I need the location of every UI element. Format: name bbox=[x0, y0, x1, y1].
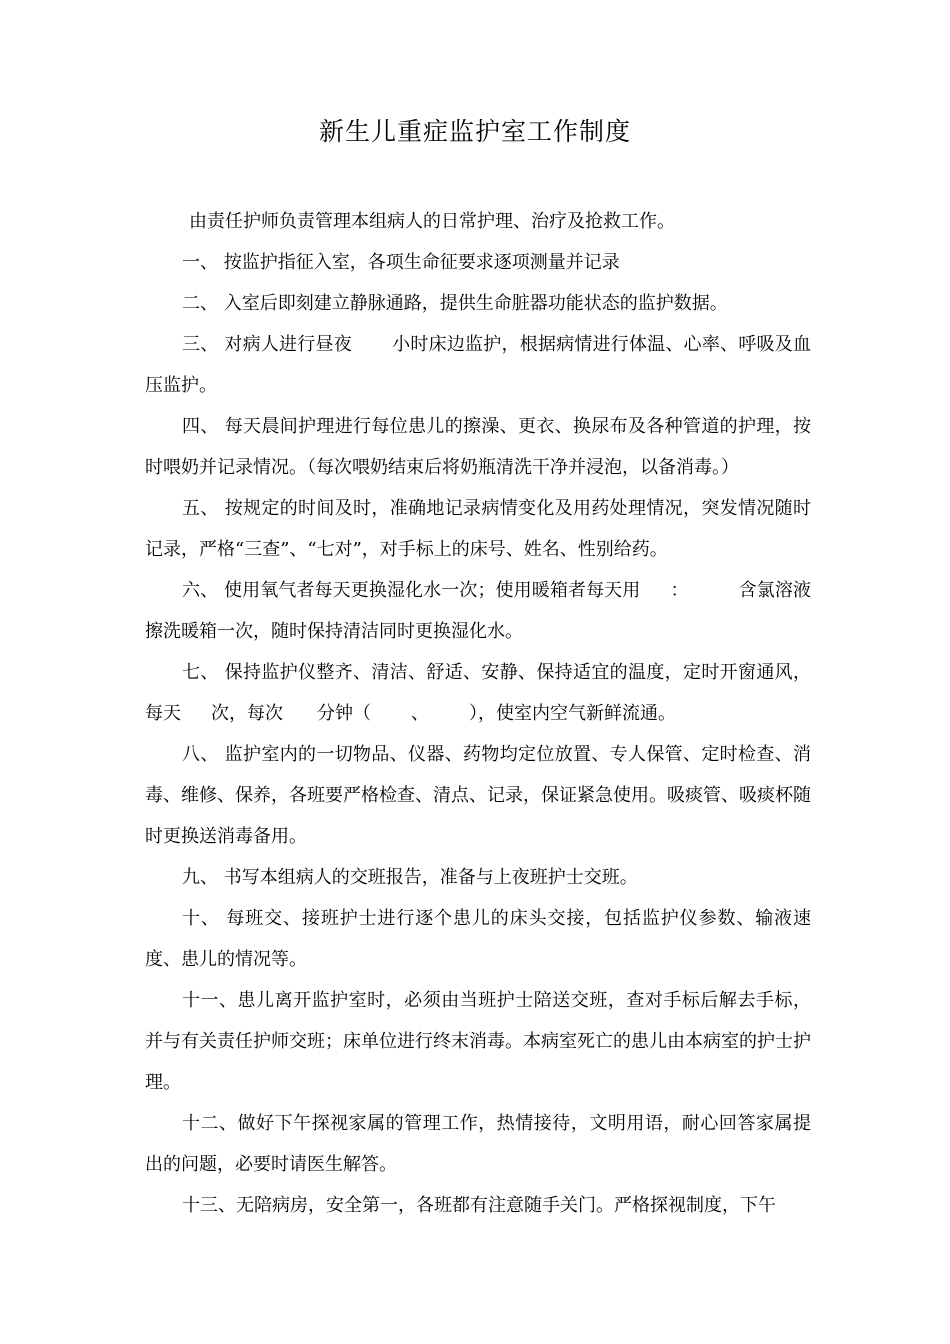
rule-7-part-3: 分钟（ bbox=[317, 703, 371, 724]
rule-3-part-1: 三、 对病人进行昼夜 bbox=[182, 334, 352, 355]
rule-13: 十三、无陪病房，安全第一，各班都有注意随手关门。严格探视制度，下午 bbox=[182, 1195, 776, 1216]
document-title: 新生儿重症监护室工作制度 bbox=[318, 117, 631, 146]
rule-8: 八、 监护室内的一切物品、仪器、药物均定位放置、专人保管、定时检查、消毒、维修、保养，各班要严格检查、清点、记录，保证紧急使用。吸痰管、吸痰杯随时更换送消毒备用。 bbox=[145, 744, 811, 847]
rule-3 bbox=[145, 324, 811, 406]
rule-12: 十二、做好下午探视家属的管理工作，热情接待，文明用语，耐心回答家属提出的问题，必要时请医生解答。 bbox=[145, 1113, 811, 1175]
rule-1: 一、 按监护指征入室，各项生命征要求逐项测量并记录 bbox=[182, 252, 620, 273]
rule-3-part-2: 小时床边监护，根据病情进行体温、心率、呼吸及血压监护。 bbox=[145, 334, 811, 396]
rule-7-part-2: 次，每次 bbox=[211, 703, 283, 724]
rule-7-part-4: 、 bbox=[411, 703, 429, 724]
rule-6 bbox=[145, 570, 811, 652]
rule-7-part-5: ），使室内空气新鲜流通。 bbox=[469, 703, 676, 724]
rule-7 bbox=[145, 652, 811, 734]
rule-11: 十一、患儿离开监护室时，必须由当班护士陪送交班，查对手标后解去手标，并与有关责任护师交班；床单位进行终末消毒。本病室死亡的患儿由本病室的护士护理。 bbox=[145, 990, 811, 1093]
rule-4: 四、 每天晨间护理进行每位患儿的擦澡、更衣、换尿布及各种管道的护理，按时喂奶并记录情况。（每次喂奶结束后将奶瓶清洗干净并浸泡，以备消毒。） bbox=[145, 416, 811, 478]
rule-7-part-1: 七、 保持监护仪整齐、清洁、舒适、安静、保持适宜的温度，定时开窗通风，每天 bbox=[145, 662, 811, 724]
rule-6-part-1: 六、 使用氧气者每天更换湿化水一次；使用暖箱者每天用 bbox=[182, 580, 641, 601]
rule-6-part-2: ： bbox=[670, 580, 689, 601]
document-body bbox=[145, 201, 811, 1226]
rule-6-part-3: 含氯溶液擦洗暖箱一次，随时保持清洁同时更换湿化水。 bbox=[145, 580, 812, 642]
rule-2: 二、 入室后即刻建立静脉通路，提供生命脏器功能状态的监护数据。 bbox=[182, 293, 728, 314]
rule-9: 九、 书写本组病人的交班报告，准备与上夜班护士交班。 bbox=[182, 867, 638, 888]
rule-10: 十、 每班交、接班护士进行逐个患儿的床头交接，包括监护仪参数、输液速度、患儿的情况等。 bbox=[145, 908, 811, 970]
rule-5: 五、 按规定的时间及时，准确地记录病情变化及用药处理情况，突发情况随时记录，严格“三查”、“七对”，对手标上的床号、姓名、性别给药。 bbox=[145, 498, 811, 560]
intro-paragraph: 由责任护师负责管理本组病人的日常护理、治疗及抢救工作。 bbox=[189, 211, 675, 232]
